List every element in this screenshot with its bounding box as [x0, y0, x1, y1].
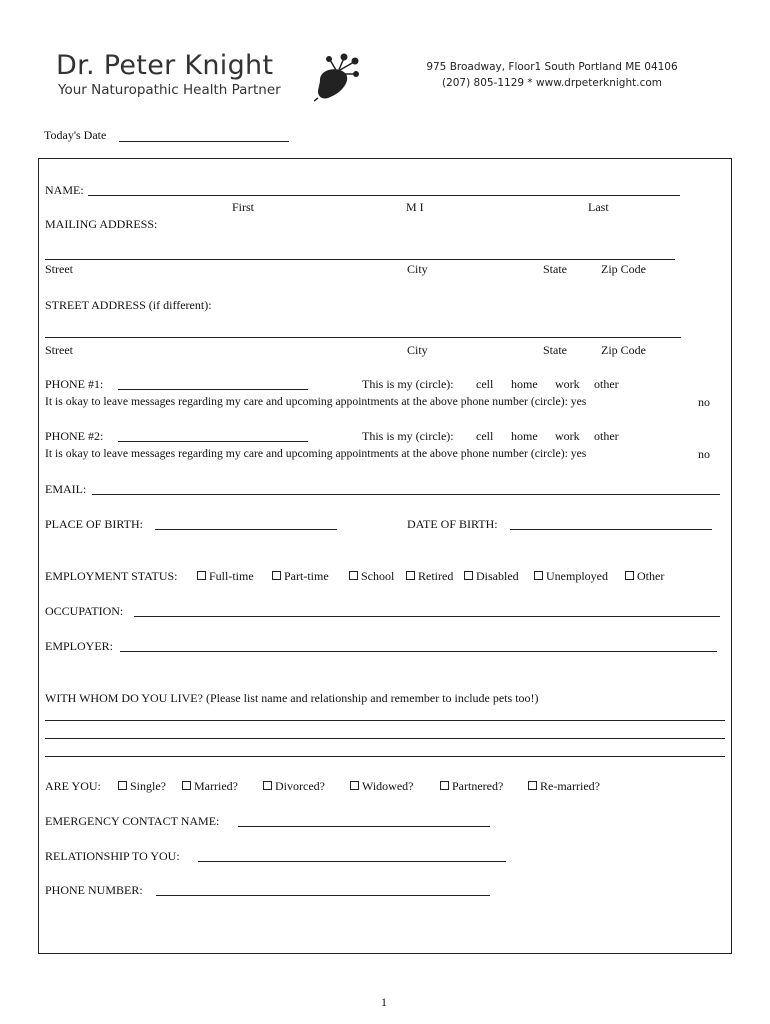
- checkbox-icon: [406, 571, 415, 580]
- employment-parttime-checkbox[interactable]: Part-time: [272, 569, 329, 584]
- relationship-label: RELATIONSHIP TO YOU:: [45, 849, 180, 863]
- checkbox-icon: [349, 571, 358, 580]
- marital-remarried-checkbox[interactable]: Re-married?: [528, 779, 600, 794]
- emergency-contact-field[interactable]: [238, 826, 490, 827]
- marital-status-label: ARE YOU:: [45, 779, 101, 793]
- street-zip-caption: Zip Code: [601, 343, 646, 357]
- phone2-option-work[interactable]: work: [555, 429, 580, 443]
- mailing-zip-caption: Zip Code: [601, 262, 646, 276]
- occupation-field[interactable]: [134, 616, 720, 617]
- checkbox-icon: [263, 781, 272, 790]
- phone-number-field[interactable]: [156, 895, 490, 896]
- street-city-caption: City: [407, 343, 428, 357]
- employment-retired-checkbox[interactable]: Retired: [406, 569, 453, 584]
- phone1-message-consent: It is okay to leave messages regarding my care and upcoming appointments at the above phone number (circle): yes: [45, 395, 587, 408]
- checkbox-icon: [534, 571, 543, 580]
- mailing-state-caption: State: [543, 262, 567, 276]
- employer-field[interactable]: [120, 651, 717, 652]
- name-first-caption: First: [232, 200, 255, 214]
- name-last-caption: Last: [588, 200, 609, 214]
- todays-date-field[interactable]: [119, 141, 289, 142]
- employment-disabled-checkbox[interactable]: Disabled: [464, 569, 519, 584]
- street-street-caption: Street: [45, 343, 73, 357]
- phone1-option-home[interactable]: home: [511, 377, 538, 391]
- checkbox-icon: [625, 571, 634, 580]
- phone2-option-other[interactable]: other: [594, 429, 619, 443]
- checkbox-icon: [272, 571, 281, 580]
- employment-status-label: EMPLOYMENT STATUS:: [45, 569, 178, 583]
- phone2-consent-no[interactable]: no: [698, 447, 710, 461]
- todays-date-label: Today's Date: [44, 128, 107, 142]
- phone1-field[interactable]: [118, 389, 308, 390]
- phone-number-label: PHONE NUMBER:: [45, 883, 143, 897]
- occupation-label: OCCUPATION:: [45, 604, 124, 618]
- page-number: 1: [381, 995, 387, 1009]
- checkbox-icon: [118, 781, 127, 790]
- live-with-line-2[interactable]: [45, 738, 725, 739]
- checkbox-icon: [182, 781, 191, 790]
- phone1-option-cell[interactable]: cell: [476, 377, 494, 391]
- practice-address: 975 Broadway, Floor1 South Portland ME 04106: [426, 61, 678, 73]
- place-of-birth-field[interactable]: [155, 529, 337, 530]
- live-with-label: WITH WHOM DO YOU LIVE? (Please list name and relationship and remember to include pets too!): [45, 691, 539, 705]
- phone2-message-consent: It is okay to leave messages regarding my care and upcoming appointments at the above phone number (circle): yes: [45, 447, 587, 460]
- practice-tagline: Your Naturopathic Health Partner: [58, 82, 281, 98]
- marital-single-checkbox[interactable]: Single?: [118, 779, 166, 794]
- mailing-address-label: MAILING ADDRESS:: [45, 217, 158, 231]
- street-state-caption: State: [543, 343, 567, 357]
- marital-married-checkbox[interactable]: Married?: [182, 779, 238, 794]
- mailing-street-caption: Street: [45, 262, 73, 276]
- place-of-birth-label: PLACE OF BIRTH:: [45, 517, 143, 531]
- practice-name: Dr. Peter Knight: [56, 50, 274, 81]
- email-label: EMAIL:: [45, 482, 87, 496]
- phone1-circle-label: This is my (circle):: [362, 377, 454, 391]
- phone2-circle-label: This is my (circle):: [362, 429, 454, 443]
- marital-divorced-checkbox[interactable]: Divorced?: [263, 779, 325, 794]
- street-address-field[interactable]: [45, 337, 681, 338]
- checkbox-icon: [440, 781, 449, 790]
- date-of-birth-field[interactable]: [510, 529, 712, 530]
- mailing-city-caption: City: [407, 262, 428, 276]
- phone2-field[interactable]: [118, 441, 308, 442]
- phone1-label: PHONE #1:: [45, 377, 104, 391]
- live-with-line-1[interactable]: [45, 720, 725, 721]
- mailing-address-field[interactable]: [45, 259, 675, 260]
- beet-logo-icon: [314, 52, 362, 102]
- employment-fulltime-checkbox[interactable]: Full-time: [197, 569, 254, 584]
- marital-widowed-checkbox[interactable]: Widowed?: [350, 779, 414, 794]
- emergency-contact-label: EMERGENCY CONTACT NAME:: [45, 814, 220, 828]
- email-field[interactable]: [92, 494, 720, 495]
- phone2-option-home[interactable]: home: [511, 429, 538, 443]
- checkbox-icon: [528, 781, 537, 790]
- employment-unemployed-checkbox[interactable]: Unemployed: [534, 569, 608, 584]
- employment-school-checkbox[interactable]: School: [349, 569, 394, 584]
- name-label: NAME:: [45, 183, 84, 197]
- name-mi-caption: M I: [406, 200, 424, 214]
- phone2-label: PHONE #2:: [45, 429, 104, 443]
- checkbox-icon: [350, 781, 359, 790]
- date-of-birth-label: DATE OF BIRTH:: [407, 517, 498, 531]
- relationship-field[interactable]: [198, 861, 506, 862]
- checkbox-icon: [464, 571, 473, 580]
- practice-phone-web: (207) 805-1129 * www.drpeterknight.com: [441, 77, 663, 89]
- live-with-line-3[interactable]: [45, 756, 725, 757]
- employer-label: EMPLOYER:: [45, 639, 114, 653]
- phone2-option-cell[interactable]: cell: [476, 429, 494, 443]
- employment-other-checkbox[interactable]: Other: [625, 569, 664, 584]
- phone1-option-work[interactable]: work: [555, 377, 580, 391]
- phone1-consent-no[interactable]: no: [698, 395, 710, 409]
- street-address-label: STREET ADDRESS (if different):: [45, 298, 212, 312]
- phone1-option-other[interactable]: other: [594, 377, 619, 391]
- intake-form-frame: [38, 158, 732, 954]
- checkbox-icon: [197, 571, 206, 580]
- name-field[interactable]: [88, 195, 680, 196]
- marital-partnered-checkbox[interactable]: Partnered?: [440, 779, 503, 794]
